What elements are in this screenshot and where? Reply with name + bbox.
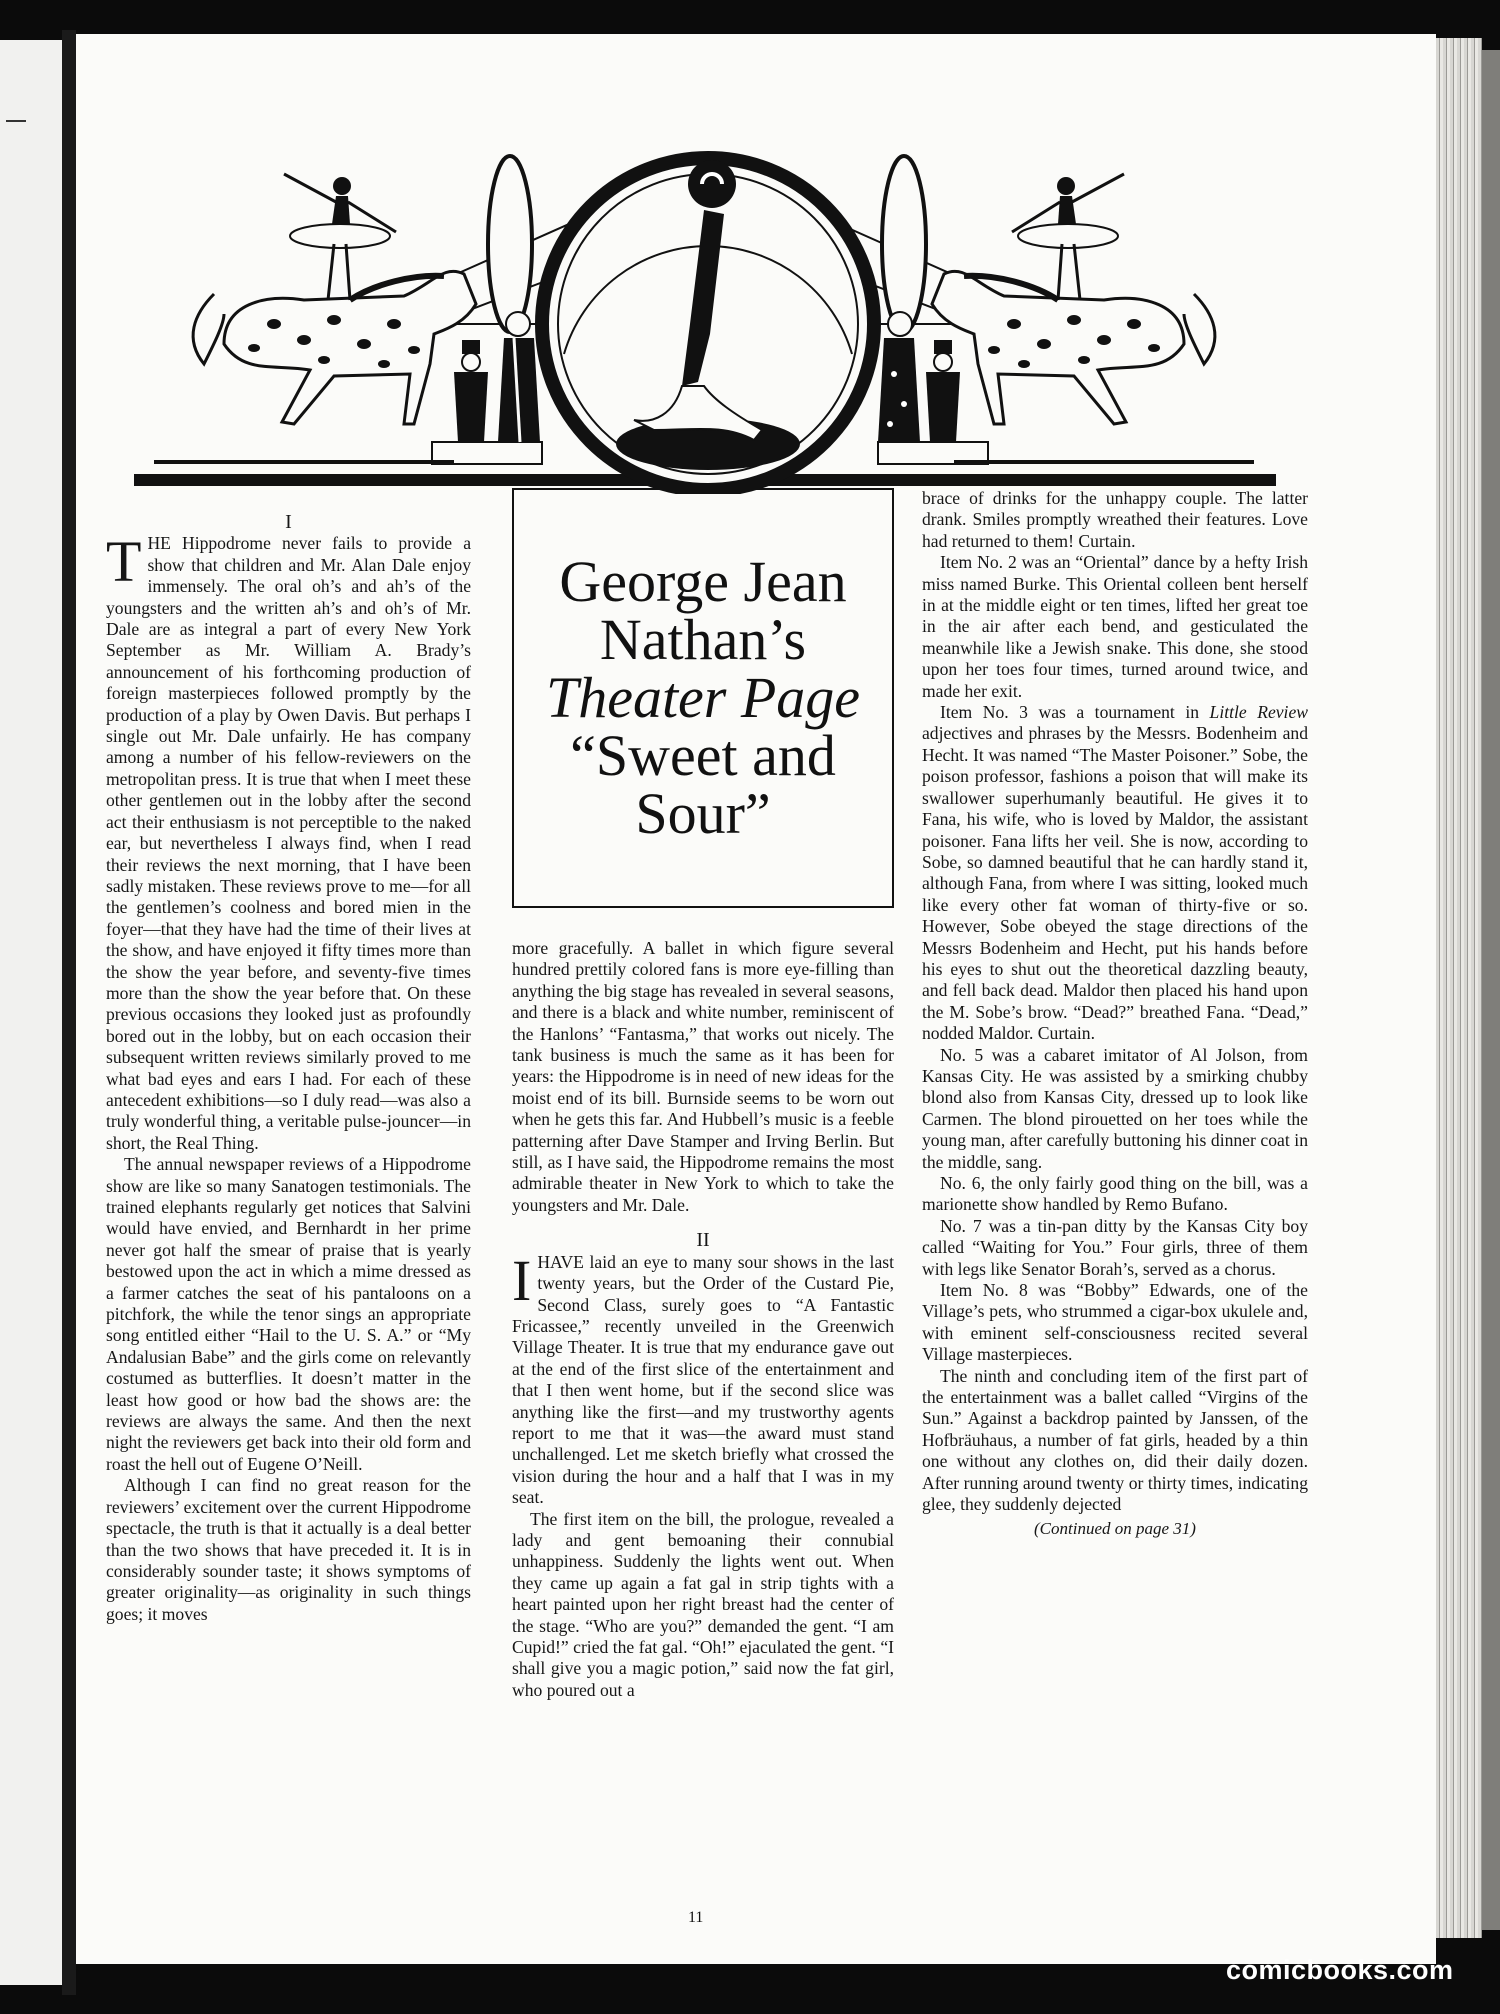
article-paragraph: Item No. 8 was “Bobby” Edwards, one of the Village’s pets, who strummed a cigar-box ukulele and, with eminent self-consciousness recited several Village masterpieces. <box>922 1280 1308 1365</box>
article-paragraph: The annual newspaper reviews of a Hippodrome show are like so many Sanatogen testimonials. The trained elephants regularly get notices that Salvini would have envied, and Bernhardt in her prime never got half the smear of praise that is yearly bestowed upon the act in which a mime dressed as a farmer catches the seat of his pantaloons on a pitchfork, the while the tenor sings an appropriate song entitled either “Hail to the U. S. A.” or “My Andalusian Babe” and the girls come on relevantly costumed as butterflies. It doesn’t matter in the least how good or how bad the shows are: the reviews are always the same. And then the next night the reviewers get back into their old form and roast the hell out of Eugene O’Neill. <box>106 1154 471 1474</box>
circus-header-illustration-icon <box>114 124 1294 494</box>
page-stack-edge <box>1436 38 1482 1938</box>
section-numeral: I <box>285 511 292 533</box>
article-paragraph: No. 7 was a tin-pan ditty by the Kansas City boy called “Waiting for You.” Four girls, three of them with legs like Senator Borah’s, served as a chorus. <box>922 1215 1308 1279</box>
drop-cap: I <box>512 1247 532 1313</box>
article-paragraph: No. 5 was a cabaret imitator of Al Jolson, from Kansas City. He was assisted by a smirking chubby blond also from Kansas City, dressed up to look like Carmen. The blond pirouetted on her toes while the young man, after carefully buttoning his dinner coat in the middle, sang. <box>922 1044 1308 1172</box>
subtitle-line: Sour” <box>635 781 771 846</box>
magazine-page <box>76 34 1436 1964</box>
facing-page-edge <box>0 40 62 1985</box>
article-paragraph: brace of drinks for the unhappy couple. The latter drank. Smiles promptly wreathed their features. Love had returned to them! Curtain. <box>922 488 1308 551</box>
drop-cap: T <box>106 529 142 595</box>
column-left <box>106 512 471 1625</box>
margin-mark <box>6 120 26 142</box>
article-paragraph: Although I can find no great reason for the reviewers’ excitement over the current Hippodrome spectacle, the truth is that it actually is a deal better than the two shows that have preceded it. It is in considerably sounder taste; it shows symptoms of greater originality—as originality in such things goes; it moves <box>106 1475 471 1624</box>
continued-note: (Continued on page 31) <box>1034 1518 1196 1538</box>
article-paragraph: Item No. 2 was an “Oriental” dance by a hefty Irish miss named Burke. This Oriental colleen bent herself in at the middle eight or ten times, lifted her great toe in the air after each bend, and gesticulated the meanwhile like a Jewish snake. This done, she stood upon her toes four times, turned around twice, and made her exit. <box>922 552 1308 701</box>
title-line: Nathan’s <box>599 607 807 672</box>
book-cover-edge <box>1482 50 1500 1930</box>
article-paragraph: The first item on the bill, the prologue, revealed a lady and gent bemoaning their connubial unhappiness. Suddenly the lights went out. When they came up again a fat gal in strip tights with a heart painted upon her right breast had the center of the stage. “Who are you?” demanded the gent. “I am Cupid!” cried the fat gal. “Oh!” ejaculated the gent. “I shall give you a magic potion,” said now the fat girl, who poured out a <box>512 1508 894 1700</box>
column-right <box>922 488 1308 1539</box>
watermark: comicbooks.com <box>1226 1955 1454 1985</box>
article-paragraph: IHAVE laid an eye to many sour shows in the last twenty years, but the Order of the Custard Pie, Second Class, surely goes to “A Fantastic Fricassee,” recently unveiled in the Greenwich Village Theater. It is true that my endurance gave out at the end of the first slice of the entertainment and that I then went home, but if the second slice was anything like the first—and my trustworthy agents report to me that it was—the award must stand unchallenged. Let me sketch briefly what crossed the vision during the hour and a half that I was in my seat. <box>512 1247 894 1508</box>
title-box <box>512 488 894 908</box>
article-paragraph: No. 6, the only fairly good thing on the bill, was a marionette show handled by Remo Bufano. <box>922 1173 1308 1215</box>
subtitle-line: “Sweet and <box>570 723 836 788</box>
page-number: 11 <box>688 1909 704 1926</box>
article-paragraph: Item No. 3 was a tournament in Little Review adjectives and phrases by the Messrs. Bodenheim and Hecht. It was named “The Master Poisoner.” Sobe, the poison professor, fashions a poison that will make its swallower superhumanly beautiful. He gives it to Fana, his wife, who is loved by Maldor, the assistant poisoner. Fana lifts her veil. She is now, according to Sobe, so damned beautiful that he can hardly stand it, although Fana, from where I was sitting, looked much like every other fat woman of thirty-five or so. However, Sobe obeyed the stage directions of the Messrs Bodenheim and Hecht, put his hands before his eyes to shut out the theoretical dazzling beauty, and fell back dead. Maldor then placed his hand upon the M. Sobe’s brow. “Dead?” breathed Fana. “Dead,” nodded Maldor. Curtain. <box>922 702 1308 1044</box>
article-paragraph: more gracefully. A ballet in which figure several hundred prettily colored fans is more eye-filling than anything the big stage has revealed in several seasons, and there is a black and white number, reminiscent of the Hanlons’ “Fantasma,” that works out nicely. The tank business is much the same as it has been for years: the Hippodrome is in need of new ideas for the moist end of its bill. Burnside seems to be worn out when he gets this far. And Hubbell’s music is a feeble patterning after Dave Stamper and Irving Berlin. But still, as I have said, the Hippodrome remains the most admirable theater in New York to which to take the youngsters and Mr. Dale. <box>512 938 894 1215</box>
book-gutter <box>62 30 76 1995</box>
title-line-italic: Theater Page <box>545 665 861 730</box>
article-paragraph: The ninth and concluding item of the first part of the entertainment was a ballet called “Virgins of the Sun.” Against a backdrop painted by Janssen, of the Hofbräuhaus, a number of fat girls, headed by a thin one without any clothes on, did their daily dozen. After running around twenty or thirty times, indicating glee, they suddenly dejected <box>922 1365 1308 1515</box>
column-middle <box>512 938 894 1701</box>
section-numeral: II <box>696 1229 710 1252</box>
title-line: George Jean <box>559 549 847 614</box>
article-paragraph: THE Hippodrome never fails to provide a show that children and Mr. Alan Dale enjoy immensely. The oral oh’s and ah’s of the youngsters and the written ah’s and oh’s of Mr. Dale are as integral a part of every New York September as Mr. William A. Brady’s announcement of his forthcoming production of foreign masterpieces followed promptly by the production of a play by Owen Davis. But perhaps I single out Mr. Dale unfairly. He has company among a number of his fellow-reviewers on the metropolitan press. It is true that when I meet these other gentlemen out in the lobby after the second act their enthusiasm is not perceptible to the naked ear, but nevertheless I always find, when I read their reviews the next morning, that I have been sadly mistaken. These reviews prove to me—for all the gentlemen’s coolness and bored mien in the foyer—that they have had the time of their lives at the show, and have enjoyed it fifty times more than the show the year before, and seventy-five times more than the show the year before that. On these previous occasions they looked just as profoundly bored out in the lobby, but on each occasion their subsequent written reviews similarly proved to me what bad eyes and ears I had. For each of these antecedent exhibitions—so I duly read—was also a truly wonderful thing, a veritable pulse-jouncer—in short, the Real Thing. <box>106 529 471 1153</box>
